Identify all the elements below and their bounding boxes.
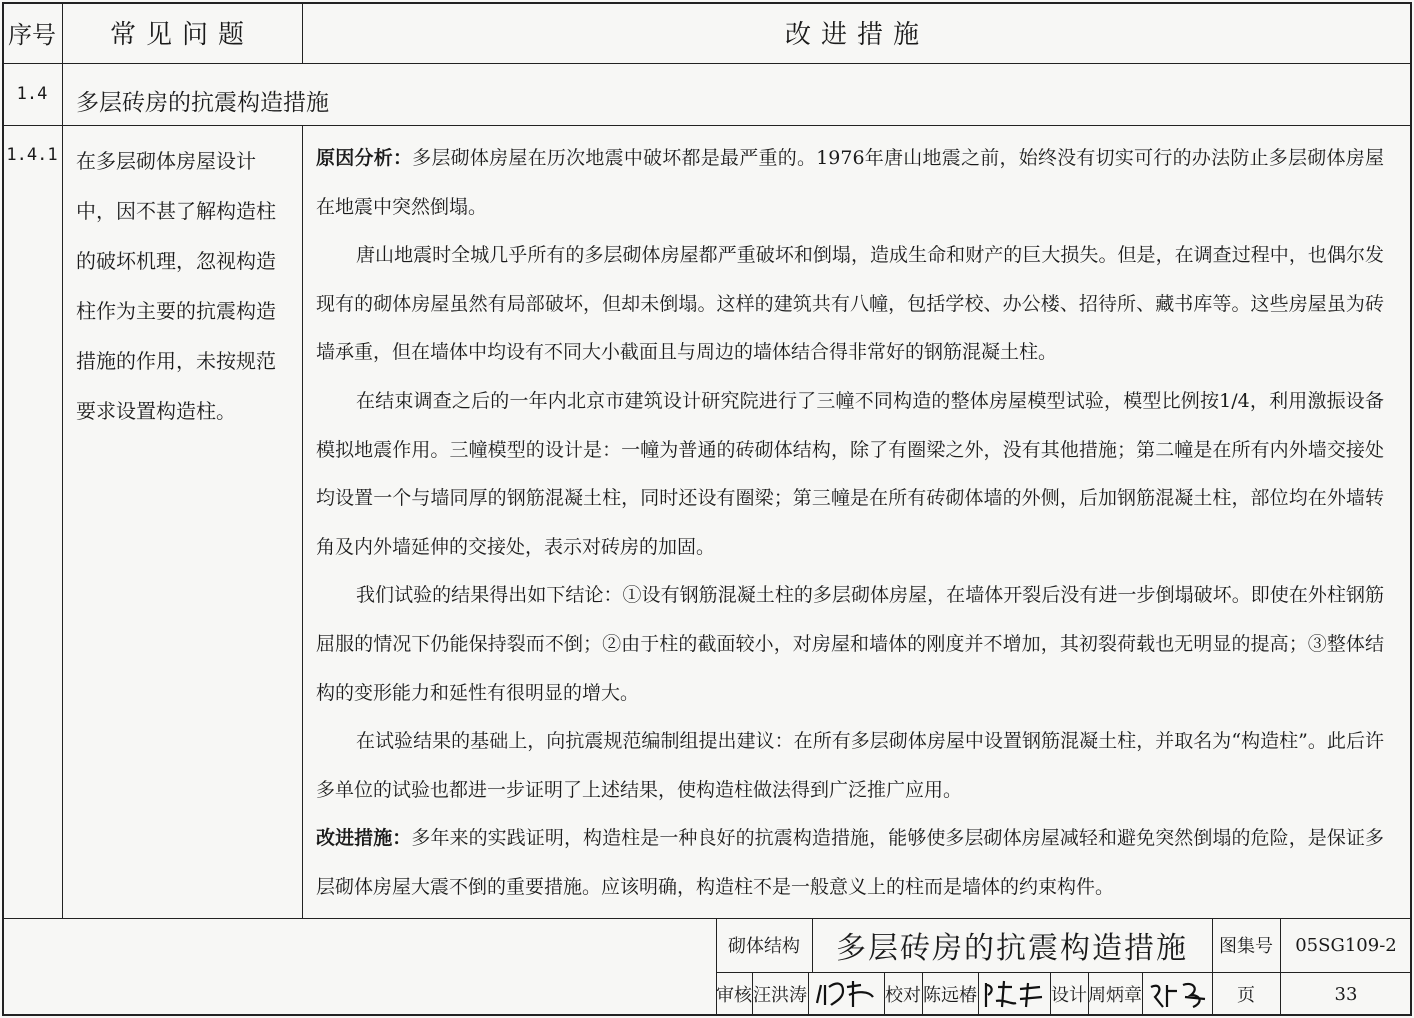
measures-paragraph-3: 在结束调查之后的一年内北京市建筑设计研究院进行了三幢不同构造的整体房屋模型试验，模型比例按1/4，利用激振设备模拟地震作用。三幢模型的设计是：一幢为普通的砖砌体结构，除了有圈梁之外，没有其他措施；第二幢是在所有内外墙交接处均设置一个与墙同厚的钢筋混凝土柱，同时还设有圈梁；第三幢是在所有砖砌体墙的外侧，后加钢筋混凝土柱，部位均在外墙转角及内外墙延伸的交接处，表示对砖房的加固。 <box>316 389 1384 558</box>
item-problem: 在多层砌体房屋设计中，因不甚了解构造柱的破坏机理，忽视构造柱作为主要的抗震构造措施的作用，未按规范要求设置构造柱。 <box>76 149 276 423</box>
col-problem-rule-body <box>302 125 303 918</box>
tb-review-label: 审核 <box>716 985 752 1006</box>
tb-page-no: 33 <box>1334 983 1358 1005</box>
section-number: 1.4 <box>16 84 48 104</box>
header-col-measures: 改进措施 <box>784 20 929 50</box>
tb-category: 砌体结构 <box>728 936 800 957</box>
improve-paragraph <box>316 814 1384 911</box>
tb-page-label: 页 <box>1237 985 1255 1006</box>
improve-label: 改进措施： <box>316 827 412 850</box>
tb-atlas-label: 图集号 <box>1219 936 1273 957</box>
tb-designer: 周炳章 <box>1088 985 1142 1006</box>
tb-reviewer: 汪洪涛 <box>753 985 807 1006</box>
tb-checker: 陈远椿 <box>923 985 977 1006</box>
col-no-rule <box>62 2 63 918</box>
tb-atlas-no: 05SG109-2 <box>1295 934 1397 956</box>
cause-paragraph <box>316 134 1384 231</box>
tb-title: 多层砖房的抗震构造措施 <box>836 931 1188 966</box>
cause-text: 多层砌体房屋在历次地震中破坏都是最严重的。1976年唐山地震之前，始终没有切实可行的办法防止多层砌体房屋在地震中突然倒塌。 <box>316 147 1384 218</box>
header-col-problem: 常见问题 <box>109 20 254 50</box>
improve-text: 多年来的实践证明，构造柱是一种良好的抗震构造措施，能够使多层砌体房屋减轻和避免突然倒塌的危险，是保证多层砌体房屋大震不倒的重要措施。应该明确，构造柱不是一般意义上的柱而是墙体的约束构件。 <box>316 827 1384 898</box>
tb-design-label: 设计 <box>1051 985 1087 1006</box>
reviewer-signature <box>808 972 884 1016</box>
item-number: 1.4.1 <box>6 145 58 165</box>
item-measures <box>316 134 1384 912</box>
header-col-no: 序号 <box>8 21 56 49</box>
cause-label: 原因分析： <box>316 147 413 169</box>
section-title: 多层砖房的抗震构造措施 <box>76 90 329 116</box>
checker-signature <box>978 972 1050 1016</box>
section-bottom-rule <box>2 125 1412 126</box>
measures-paragraph-2: 唐山地震时全城几乎所有的多层砌体房屋都严重破坏和倒塌，造成生命和财产的巨大损失。但是，在调查过程中，也偶尔发现有的砌体房屋虽然有局部破坏，但却未倒塌。这样的建筑共有八幢，包括学校、办公楼、招待所、藏书库等。这些房屋虽为砖墙承重，但在墙体中均设有不同大小截面且与周边的墙体结合得非常好的钢筋混凝土柱。 <box>316 244 1384 364</box>
measures-paragraph-5: 在试验结果的基础上，向抗震规范编制组提出建议：在所有多层砌体房屋中设置钢筋混凝土柱，并取名为“构造柱”。此后许多单位的试验也都进一步证明了上述结果，使构造柱做法得到广泛推广应用。 <box>316 730 1384 801</box>
measures-paragraph-4: 我们试验的结果得出如下结论：①设有钢筋混凝土柱的多层砌体房屋，在墙体开裂后没有进一步倒塌破坏。即使在外柱钢筋屈服的情况下仍能保持裂而不倒；②由于柱的截面较小，对房屋和墙体的刚度并不增加，其初裂荷载也无明显的提高；③整体结构的变形能力和延性有很明显的增大。 <box>316 584 1384 704</box>
designer-signature <box>1142 972 1212 1016</box>
tb-check-label: 校对 <box>885 985 921 1006</box>
header-bottom-rule <box>2 63 1412 64</box>
